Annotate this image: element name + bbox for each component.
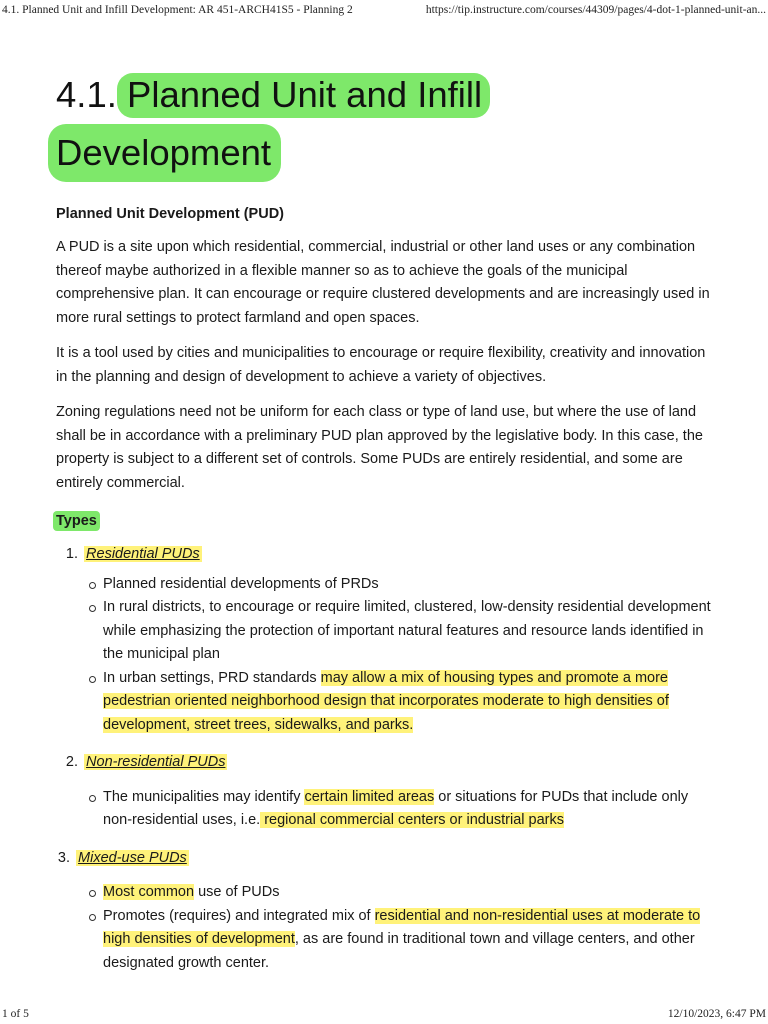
- bullet-text: or situations for PUDs that include only non-residential uses, i.e.: [103, 788, 689, 828]
- bullet-item: [56, 881, 716, 905]
- page-title-number: 4.1.: [56, 74, 117, 115]
- bullet-text: Promotes (requires) and integrated mix of: [103, 907, 375, 924]
- bullet-item: [56, 573, 716, 597]
- highlighted-text: residential and non-residential uses at moderate to high densities of development: [103, 907, 701, 947]
- type-name: Non-residential PUDs: [86, 754, 226, 770]
- paragraph: A PUD is a site upon which residential, commercial, industrial or other land uses or any combination thereof maybe authorized in a flexible manner so as to achieve the goals of the municipal comprehensive plan. It can encourage or require clustered developments and are increasingly used in more rural settings to protect farmland and open spaces.: [56, 239, 710, 326]
- print-header-title: 4.1. Planned Unit and Infill Development: AR 451-ARCH41S5 - Planning 2: [2, 4, 353, 16]
- bullet-text: In urban settings, PRD standards: [103, 669, 321, 686]
- type-item: [56, 543, 716, 737]
- paragraph: Zoning regulations need not be uniform for each class or type of land use, but where the use of land shall be in accordance with a preliminary PUD plan approved by the legislative body. In this case, the property is subject to a different set of controls. Some PUDs are entirely residential, and some are entirely commercial.: [56, 404, 703, 491]
- page-title-line1: Planned Unit and Infill: [117, 73, 490, 118]
- type-title: [56, 847, 716, 871]
- type-bullets: [56, 573, 716, 738]
- highlighted-text: regional commercial centers or industrial parks: [260, 812, 564, 828]
- type-title: [56, 751, 716, 775]
- type-name: Residential PUDs: [86, 546, 200, 562]
- pud-heading: Planned Unit Development (PUD): [56, 206, 284, 222]
- page-content: [56, 66, 716, 975]
- print-header-url: https://tip.instructure.com/courses/44309/pages/4-dot-1-planned-unit-an...: [425, 4, 766, 16]
- bullet-text: In rural districts, to encourage or require limited, clustered, low-density residential development while emphasizing the protection of important natural features and resource lands identified in the municipal plan: [103, 599, 711, 662]
- bullet-text: The municipalities may identify: [103, 788, 305, 805]
- type-item: [56, 847, 716, 976]
- type-bullets: [56, 881, 716, 975]
- highlighted-text: certain limited areas: [304, 788, 435, 805]
- paragraph: It is a tool used by cities and municipalities to encourage or require flexibility, creativity and innovation in the planning and design of development to achieve a variety of objectives.: [56, 345, 706, 385]
- bullet-item: [56, 786, 716, 833]
- bullet-text: Planned residential developments of PRDs: [103, 575, 379, 592]
- bullet-item: [56, 667, 716, 738]
- print-header: [0, 0, 768, 22]
- page-title-line2: Development: [48, 124, 281, 182]
- type-number: 3.: [57, 849, 70, 866]
- page-count: 1 of 5: [2, 1008, 29, 1020]
- type-number: 1.: [65, 546, 78, 562]
- highlighted-text: may allow a mix of housing types and promote a more pedestrian oriented neighborhood design that incorporates moderate to high densities of development, street trees, sidewalks, and parks.: [103, 669, 669, 733]
- page-title: [56, 66, 716, 182]
- bullet-item: [56, 905, 716, 976]
- bullet-text: use of PUDs: [194, 884, 280, 900]
- print-datetime: 12/10/2023, 6:47 PM: [667, 1008, 766, 1020]
- print-footer: [0, 1006, 768, 1024]
- type-title: [56, 543, 716, 567]
- types-label: Types: [53, 511, 100, 531]
- bullet-item: [56, 596, 716, 667]
- type-number: 2.: [65, 754, 78, 770]
- bullet-text: , as are found in traditional town and village centers, and other designated growth center.: [103, 931, 695, 971]
- type-name: Mixed-use PUDs: [78, 849, 187, 866]
- highlighted-text: Most common: [103, 884, 195, 900]
- type-bullets: [56, 786, 716, 833]
- type-item: [56, 751, 716, 833]
